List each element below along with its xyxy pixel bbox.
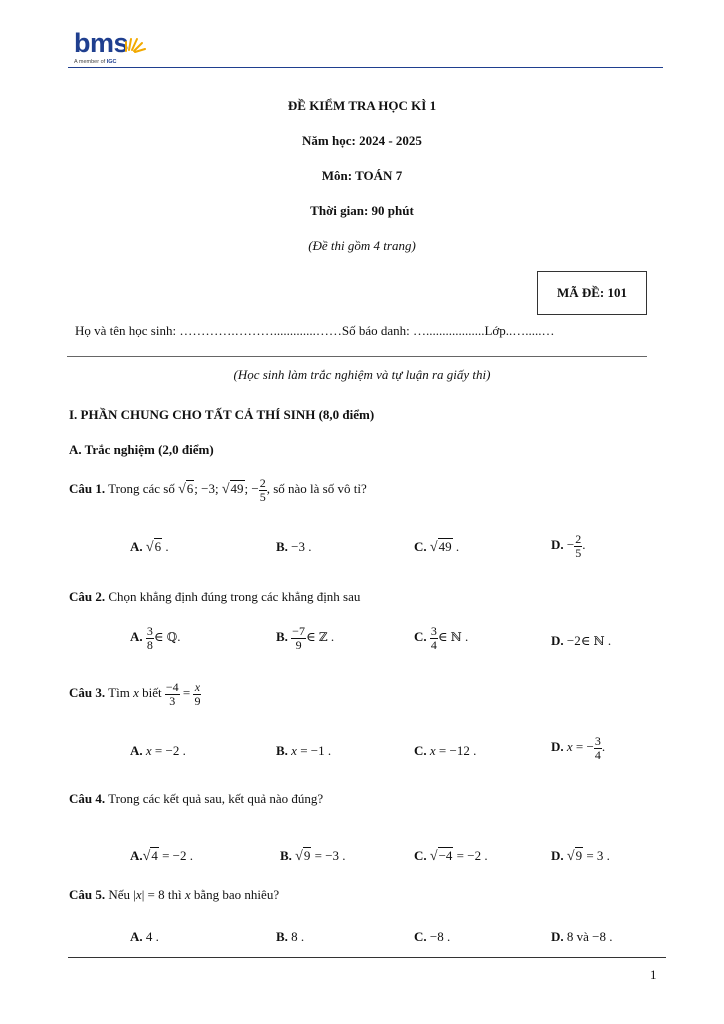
q2-option-b: B. $\frac{-7}{9}$ ∈ ℤ .: [276, 624, 335, 652]
q1-option-a: A. √6 .: [130, 539, 169, 555]
sun-logo-icon: [122, 31, 148, 53]
q3-option-d: D. x = − $\frac{3}{4}$ .: [551, 734, 606, 762]
logo-tagline: A member of IGC: [74, 59, 117, 65]
school-year: Năm học: 2024 - 2025: [302, 133, 422, 148]
q1-option-c: C. √49 .: [414, 539, 460, 555]
time-limit: Thời gian: 90 phút: [310, 203, 414, 218]
subsection-heading: A. Trắc nghiệm (2,0 điểm): [69, 442, 214, 457]
header-rule: [68, 67, 663, 68]
q4-option-c: C. √−4 = −2 .: [414, 848, 488, 864]
question-4: Câu 4. Trong các kết quả sau, kết quả nào đúng?: [69, 791, 324, 806]
instruction: (Học sinh làm trắc nghiệm và tự luận ra giấy thi): [233, 367, 491, 382]
page-number: 1: [650, 967, 657, 982]
exam-code-box: [537, 271, 647, 315]
q2-option-d: D. −2∈ ℕ .: [551, 633, 612, 648]
q1-numbers: √6; −3; √49; − $\frac{2}{5}$ ,: [178, 476, 270, 504]
q1-option-b: B. −3 .: [276, 539, 312, 554]
brand-logo: bms: [74, 28, 129, 58]
q3-option-c: C. x = −12 .: [414, 743, 477, 758]
section-heading: I. PHẦN CHUNG CHO TẤT CẢ THÍ SINH (8,0 điểm): [69, 407, 375, 422]
question-1: Câu 1. Trong các số √6; −3; √49; − $\frac{2}{5}$ , số nào là số vô tỉ?: [69, 476, 367, 504]
separator: [67, 356, 647, 357]
q2-option-a: A. $\frac{3}{8}$ ∈ ℚ.: [130, 624, 181, 652]
q4-option-b: B. √9 = −3 .: [280, 848, 346, 864]
student-info-line: Họ và tên học sinh: ………….……….............……Số báo danh: …..................Lớp..….....…: [75, 323, 555, 338]
q5-option-d: D. 8 và −8 .: [551, 929, 613, 944]
q3-option-b: B. x = −1 .: [276, 743, 332, 758]
q5-option-b: B. 8 .: [276, 929, 305, 944]
exam-title: ĐỀ KIỂM TRA HỌC KÌ 1: [287, 98, 437, 113]
q2-option-c: C. $\frac{3}{4}$ ∈ ℕ .: [414, 624, 469, 652]
question-5: Câu 5. Nếu |x| = 8 thì x bằng bao nhiêu?: [69, 887, 280, 902]
exam-code: MÃ ĐỀ: 101: [556, 285, 628, 300]
q5-option-a: A. 4 .: [130, 929, 159, 944]
footer-rule: [68, 957, 666, 958]
q5-option-c: C. −8 .: [414, 929, 451, 944]
q4-option-a: A.√4 = −2 .: [130, 848, 193, 864]
pages-note: (Đề thi gồm 4 trang): [308, 238, 416, 253]
q3-option-a: A. x = −2 .: [130, 743, 186, 758]
question-3: Câu 3. Tìm x biết $\frac{-4}{3}$ = $\frac{x}{9}$: [69, 680, 201, 708]
q4-option-d: D. √9 = 3 .: [551, 848, 610, 864]
q1-option-d: D. − $\frac{2}{5}$ .: [551, 532, 586, 560]
subject: Môn: TOÁN 7: [321, 168, 403, 183]
question-2: Câu 2. Chọn khẳng định đúng trong các khẳng định sau: [69, 589, 361, 604]
